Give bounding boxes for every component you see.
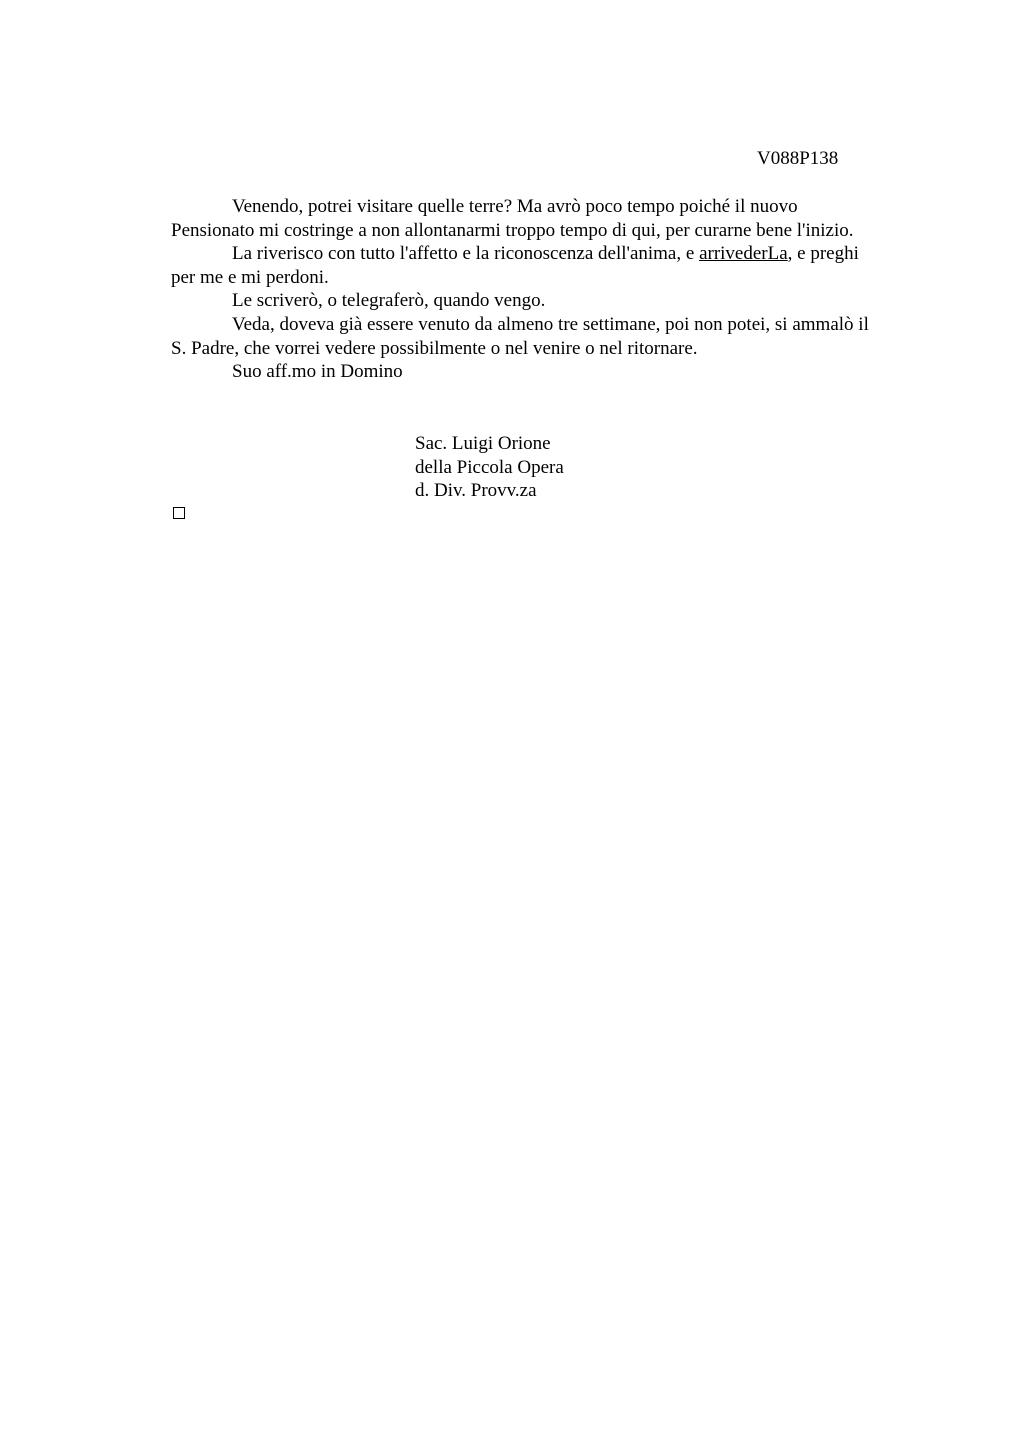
- signature-block: [415, 432, 564, 503]
- paragraph-line: Venendo, potrei visitare quelle terre? Ma avrò poco tempo poiché il nuovo: [232, 196, 798, 217]
- paragraph-line: [171, 242, 931, 266]
- signature-name: Sac. Luigi Orione: [415, 433, 551, 454]
- paragraph-3: [171, 289, 931, 313]
- paragraph-4: [171, 313, 931, 360]
- paragraph-text: La riverisco con tutto l'affetto e la riconoscenza dell'anima, e: [232, 243, 700, 265]
- signature-organization-cont: d. Div. Provv.za: [415, 480, 537, 502]
- paragraph-1: [171, 195, 931, 242]
- signature-organization: della Piccola Opera: [415, 456, 564, 478]
- letter-body: [171, 195, 931, 384]
- paragraph-line: Le scriverò, o telegraferò, quando vengo.: [232, 290, 546, 312]
- empty-box-icon: [173, 507, 185, 519]
- paragraph-line: Veda, doveva già essere venuto da almeno tre settimane, poi non potei, si ammalò il: [232, 313, 869, 335]
- closing-line: [171, 360, 931, 384]
- underlined-word: arrivederLa: [699, 243, 788, 265]
- paragraph-line: Pensionato mi costringe a non allontanarmi troppo tempo di qui, per curarne bene l'inizio.: [171, 219, 854, 241]
- paragraph-line: per me e mi perdoni.: [171, 266, 329, 288]
- paragraph-line: S. Padre, che vorrei vedere possibilmente o nel venire o nel ritornare.: [171, 337, 698, 359]
- paragraph-text: , e preghi: [787, 243, 859, 265]
- paragraph-2: [171, 242, 931, 289]
- page-identifier: V088P138: [757, 148, 839, 169]
- paragraph-line: Suo aff.mo in Domino: [232, 361, 403, 383]
